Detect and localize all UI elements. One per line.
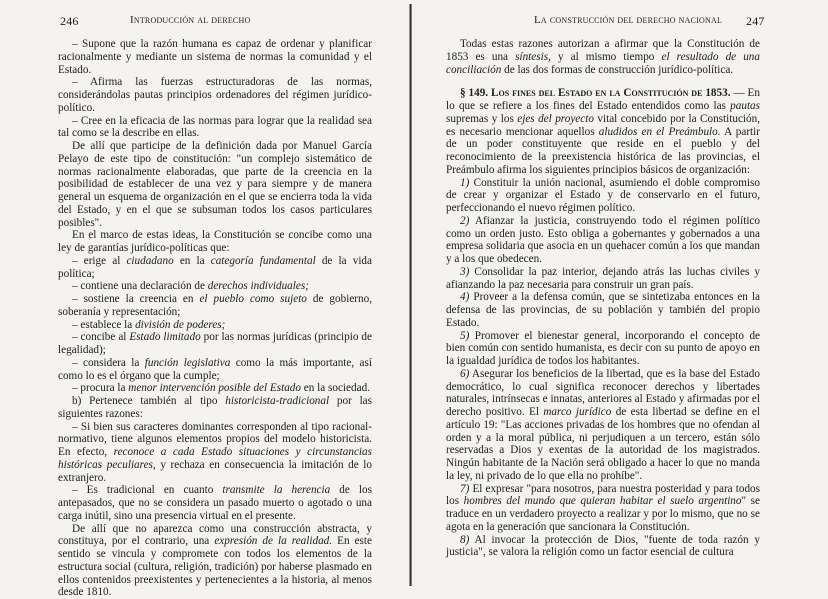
text-run: De allí que no aparezca como una construcción abstracta, y constituya, por el contrario, una: [58, 523, 372, 548]
item-text: Consolidar la paz interior, dejando atrás las luchas civiles y afianzando la paz necesaria para construir un gran país.: [446, 266, 760, 291]
emphasis: el pueblo como sujeto: [199, 293, 306, 305]
paragraph: [58, 421, 372, 485]
emphasis: ejes del proyecto: [517, 113, 594, 125]
paragraph: – Afirma las fuerzas estructuradoras de las normas, considerándolas pautas principios ordenadores del régimen jurídico-político.: [58, 76, 372, 114]
text-run: b) Pertenece también al tipo: [72, 395, 225, 407]
text-run: por las siguientes razones:: [58, 395, 372, 420]
item-number: 4): [460, 291, 469, 303]
item-number: 2): [460, 215, 469, 227]
text-run: de gobierno, soberanía y representación;: [58, 293, 372, 318]
running-head: La construcción del derecho nacional: [534, 14, 722, 26]
paragraph: [58, 382, 372, 395]
page-number: 246: [60, 14, 79, 29]
item-number: 3): [460, 266, 469, 278]
item-text: Proveer a la defensa común, que se sintetizaba entonces en la defensa de las provincias, de su población y también del propio Estado.: [446, 291, 760, 329]
text-run: de los antepasados, que no se considera un pasado muerto o agotado o una carga inútil, sino una presencia virtual en el presente.: [58, 484, 372, 522]
text-run: En este sentido se vincula y compromete con todos los elementos de la estructura social (cultura, religión, tradición) por haberse plasmado en ellos contenidos preexistentes y pertenecientes a la historia, al menos desde 1810.: [58, 535, 372, 598]
paragraph: En el marco de estas ideas, la Constitución se concibe como una ley de garantías jurídico-políticas que:: [58, 229, 372, 255]
paragraph: [446, 38, 760, 76]
emphasis: función legislativa: [145, 357, 231, 369]
item-text: de esta libertad se define en el artículo 19: "Las acciones privadas de los hombres que no ofendan al orden y a la moral pública, ni perjudiquen a un tercero, están sólo reservadas a Dios y exentas de la autoridad de los magistrados. Ningún habitante de la Nación será obligado a hacer lo que no manda la ley, ni privado de lo que ella no prohíbe".: [446, 406, 760, 482]
list-item: [446, 215, 760, 266]
paragraph: – Supone que la razón humana es capaz de ordenar y planificar racionalmente y mediante un sistema de normas la comunidad y el Estado.: [58, 38, 372, 76]
right-page: [414, 0, 828, 586]
text-run: supremas y los: [446, 113, 517, 125]
list-item: [446, 534, 760, 560]
item-number: 1): [460, 177, 469, 189]
text-run: y al mismo tiempo: [551, 51, 662, 63]
paragraph: [58, 523, 372, 599]
left-page: [0, 0, 414, 586]
paragraph: – Cree en la eficacia de las normas para lograr que la realidad sea tal como se la describe en ellas.: [58, 115, 372, 141]
emphasis: Estado limitado: [129, 331, 200, 343]
section-heading: § 149. Los fines del Estado en la Constitución de 1853.: [460, 87, 731, 99]
text-run: – contiene una declaración de: [72, 280, 208, 292]
item-number: 6): [460, 368, 469, 380]
item-text: Al invocar la protección de Dios, "fuente de toda razón y justicia", se valora la religión como un factor esencial de cultura: [446, 534, 760, 559]
item-text: Promover el bienestar general, incorporando el concepto de bien común con sentido humanista, es decir con su punto de apoyo en la igualdad jurídica de todos los habitantes.: [446, 330, 760, 368]
text-run: de la vida política;: [58, 255, 372, 280]
paragraph: [58, 255, 372, 281]
text-run: como la más importante, así como lo es el órgano que la cumple;: [58, 357, 372, 382]
text-run: – establece la: [72, 319, 135, 331]
section-paragraph: [446, 87, 760, 176]
text-run: de las dos formas de construcción jurídico-política.: [501, 64, 733, 76]
text-run: en la sociedad.: [301, 382, 370, 394]
text-run: – sostiene la creencia en: [72, 293, 199, 305]
emphasis: el resultado de una conciliación: [446, 51, 760, 76]
item-text: El expresar "para nosotros, para nuestra posteridad y para todos los: [446, 483, 760, 508]
emphasis: aludidos en el Preámbulo.: [599, 126, 721, 138]
text-run: – Es tradicional en cuanto: [72, 484, 222, 496]
paragraph: [58, 484, 372, 522]
list-item: [446, 483, 760, 534]
page-number: 247: [746, 14, 765, 29]
item-number: 8): [460, 534, 469, 546]
paragraph: [58, 395, 372, 421]
text-run: – procura la: [72, 382, 128, 394]
item-text: Asegurar los beneficios de la libertad, que es la base del Estado democrático, lo cual significa reconocer derechos y libertades naturales, intrínsecas e innatas, anteriores al Estado y afirmadas por el derecho positivo. El: [446, 368, 760, 418]
item-text: Constituir la unión nacional, asumiendo el doble compromiso de crear y organizar el Estado y de conservarlo en el futuro, perfeccionando el nuevo régimen político.: [446, 177, 760, 215]
emphasis: reconoce a cada Estado situaciones y circunstancias históricas peculiares,: [58, 446, 372, 471]
paragraph: [58, 357, 372, 383]
text-run: – considera la: [72, 357, 145, 369]
emphasis: ciudadano: [126, 255, 173, 267]
book-gutter: [409, 4, 412, 586]
left-page-body: [58, 38, 372, 599]
emphasis: marco jurídico: [543, 406, 611, 418]
text-run: Todas estas razones autorizan a afirmar que la Constitución de 1853 es una: [446, 38, 760, 63]
text-run: en la: [174, 255, 211, 267]
text-run: y rechaza en consecuencia la imitación de lo extranjero.: [58, 459, 372, 484]
paragraph: [58, 331, 372, 357]
paragraph: [58, 280, 372, 293]
text-run: – Si bien sus caracteres dominantes corresponden al tipo racional-normativo, tiene algunos elementos propios del modelo historicista. En efecto,: [58, 421, 372, 459]
emphasis: pautas: [730, 100, 760, 112]
text-run: — En lo que se refiere a los fines del Estado entendidos como las: [446, 87, 760, 112]
emphasis: expresión de la realidad.: [214, 535, 332, 547]
emphasis: derechos individuales;: [208, 280, 309, 292]
emphasis: síntesis,: [515, 51, 551, 63]
emphasis: división de poderes;: [135, 319, 225, 331]
text-run: – concibe al: [72, 331, 129, 343]
item-number: 7): [460, 483, 469, 495]
list-item: [446, 177, 760, 215]
emphasis: historicista-tradicional: [225, 395, 329, 407]
running-head: Introducción al derecho: [130, 14, 250, 26]
paragraph: De allí que participe de la definición dada por Manuel García Pelayo de este tipo de constitución: "un complejo sistemático de normas racionalmente elaboradas, que parte de la creencia en la posibilidad de establecer de una vez y para siempre y de manera general un esquema de organización en el que se encierra toda la vida del Estado, y en el que se subsuman todos los casos particulares posibles".: [58, 140, 372, 229]
paragraph: [58, 319, 372, 332]
text-run: vital concebido por la Constitución, es necesario mencionar aquellos: [446, 113, 760, 138]
item-text: Afianzar la justicia, construyendo todo el régimen político como un orden justo. Esto obliga a gobernantes y gobernados a una empresa solidaria que asocia en un quehacer común a los que mandan y a los que obedecen.: [446, 215, 760, 265]
emphasis: hombres del mundo que quieran habitar el suelo argentino: [464, 495, 742, 507]
item-number: 5): [460, 330, 469, 342]
paragraph: [58, 293, 372, 319]
list-item: [446, 266, 760, 292]
text-run: – erige al: [72, 255, 126, 267]
list-item: [446, 330, 760, 368]
text-run: A partir de un poder constituyente que reside en el pueblo y del reconocimiento de la preexistencia histórica de las provincias, el Preámbulo afirma los siguientes principios básicos de organización:: [446, 126, 760, 176]
right-page-body: [446, 38, 760, 559]
text-run: por las normas jurídicas (principio de legalidad);: [58, 331, 372, 356]
emphasis: categoría fundamental: [211, 255, 316, 267]
list-item: [446, 291, 760, 329]
emphasis: menor intervención posible del Estado: [128, 382, 301, 394]
list-item: [446, 368, 760, 483]
emphasis: transmite la herencia: [222, 484, 330, 496]
item-text: " se traduce en un verdadero proyecto a realizar y por lo mismo, que no se agota en la generación que sancionara la Constitución.: [446, 495, 760, 533]
